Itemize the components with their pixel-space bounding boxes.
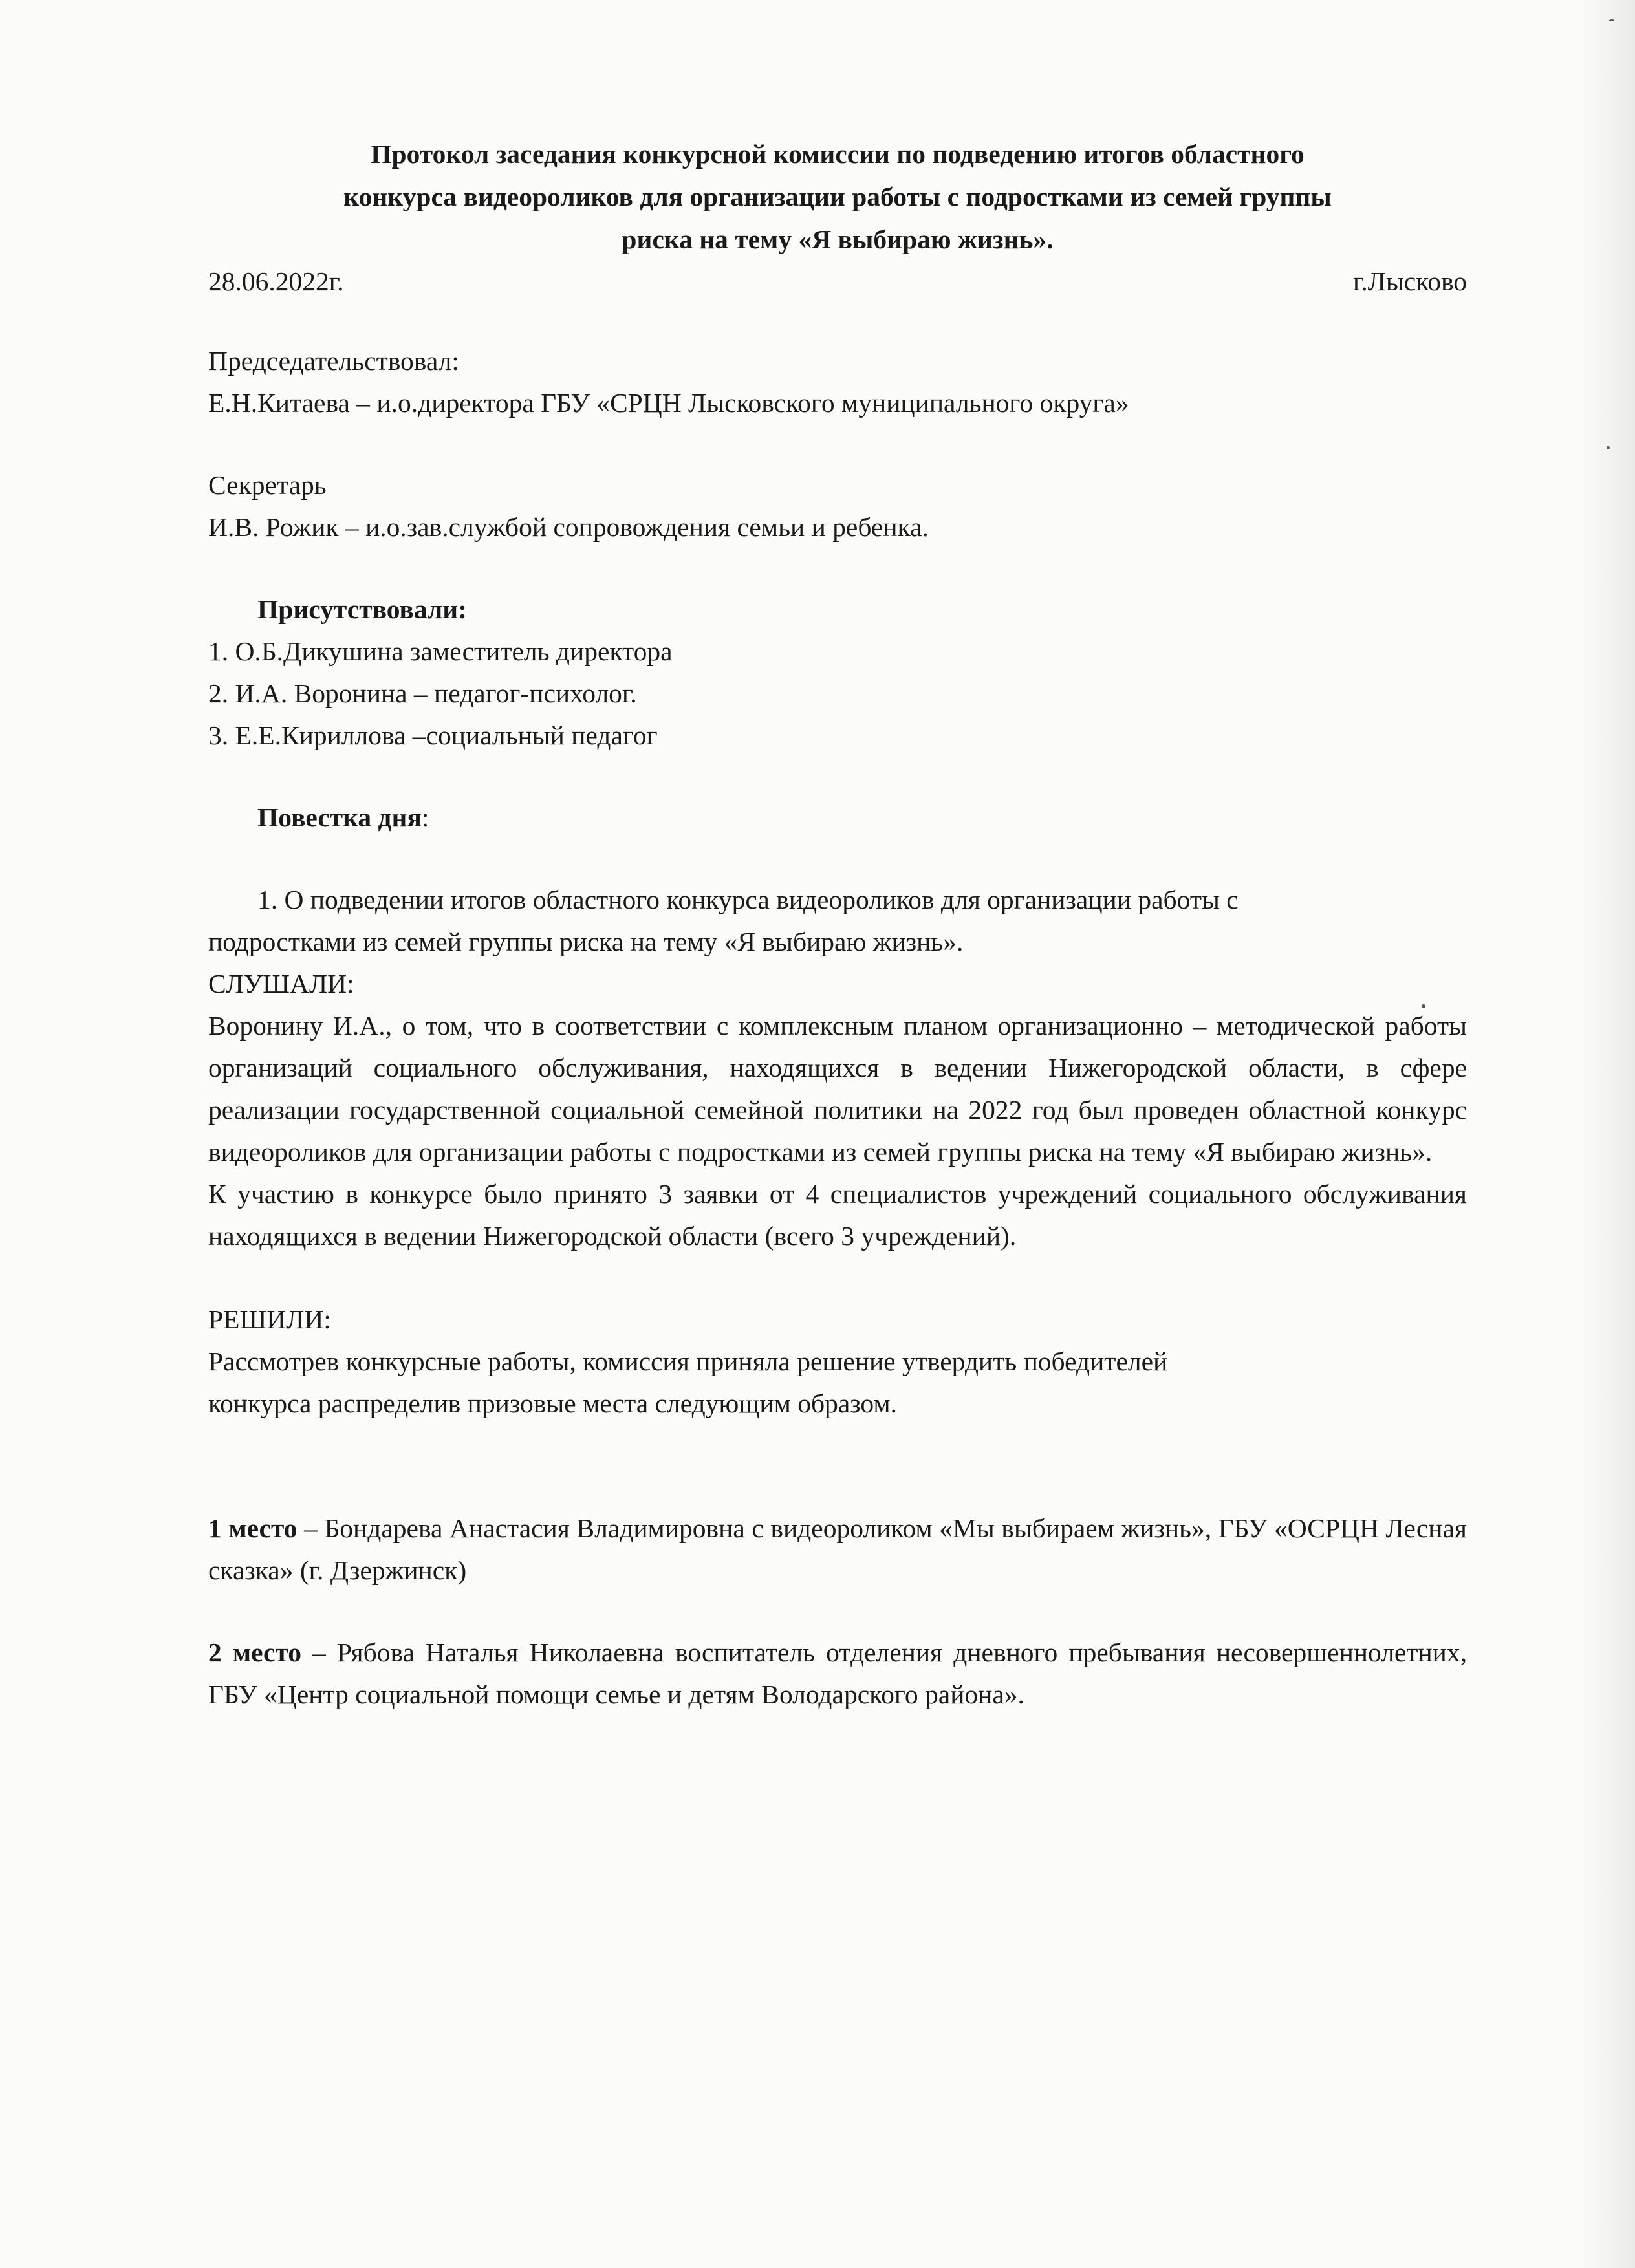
agenda-label: Повестка дня [257,803,422,832]
secretary-label: Секретарь [208,470,327,500]
agenda-heading [208,797,1467,839]
scan-speck [1607,446,1610,449]
decided-line: Рассмотрев конкурсные работы, комиссия приняла решение утвердить победителей [208,1346,1168,1376]
place-2-paragraph [208,1632,1467,1716]
scan-edge-shadow [1577,0,1635,2268]
title-line: Протокол заседания конкурсной комиссии по подведению итогов областного [371,139,1305,169]
place-1-text: – Бондарева Анастасия Владимировна с видеороликом «Мы выбираем жизнь», ГБУ «ОСРЦН Лесная сказка» (г. Дзержинск) [208,1513,1467,1585]
agenda-item-line: 1. О подведении итогов областного конкурса видеороликов для организации работы с [257,885,1239,914]
heard-text: Воронину И.А., о том, что в соответствии с комплексным планом организационно – методической работы организаций социального обслуживания, находящихся в ведении Нижегородской области, в сфере реализации государственной социальной семейной политики на 2022 год был проведен областной конкурс видеороликов для организации работы с подростками из семей группы риска на тему «Я выбираю жизнь». [208,1011,1467,1167]
heard-label: СЛУШАЛИ: [208,969,354,999]
attendee-item: 1. О.Б.Дикушина заместитель директора [208,636,673,666]
chair-person: Е.Н.Китаева – и.о.директора ГБУ «СРЦН Лысковского муниципального округа» [208,388,1129,418]
place-2-text: – Рябова Наталья Николаевна воспитатель отделения дневного пребывания несовершеннолетних, ГБУ «Центр социальной помощи семье и детям Володарского района». [208,1637,1467,1709]
chair-label: Председательствовал: [208,346,459,376]
attendees-label: Присутствовали: [257,594,467,624]
document-title [208,133,1467,261]
scan-speck [1609,19,1614,21]
agenda-colon: : [421,803,429,832]
date-location-line [208,261,1467,303]
agenda-item-line: подростками из семей группы риска на тему «Я выбираю жизнь». [208,927,964,956]
heard-text-participation: К участию в конкурсе было принято 3 заявки от 4 специалистов учреждений социального обслуживания находящихся в ведении Нижегородской области (всего 3 учреждений). [208,1179,1467,1251]
decided-label: РЕШИЛИ: [208,1304,331,1334]
secretary-person: И.В. Рожик – и.о.зав.службой сопровождения семьи и ребенка. [208,512,929,542]
attendee-item: 3. Е.Е.Кириллова –социальный педагог [208,720,658,750]
title-line: конкурса видеороликов для организации работы с подростками из семей группы [343,182,1332,211]
place-1-label: 1 место [208,1513,298,1543]
place-2-label: 2 место [208,1637,302,1667]
document-city: г.Лысково [1352,266,1467,296]
document-body [208,133,1467,1716]
document-date: 28.06.2022г. [208,266,344,296]
place-1-paragraph [208,1507,1467,1592]
title-line: риска на тему «Я выбираю жизнь». [622,224,1054,254]
attendee-item: 2. И.А. Воронина – педагог-психолог. [208,678,637,708]
decided-line: конкурса распределив призовые места следующим образом. [208,1388,898,1418]
